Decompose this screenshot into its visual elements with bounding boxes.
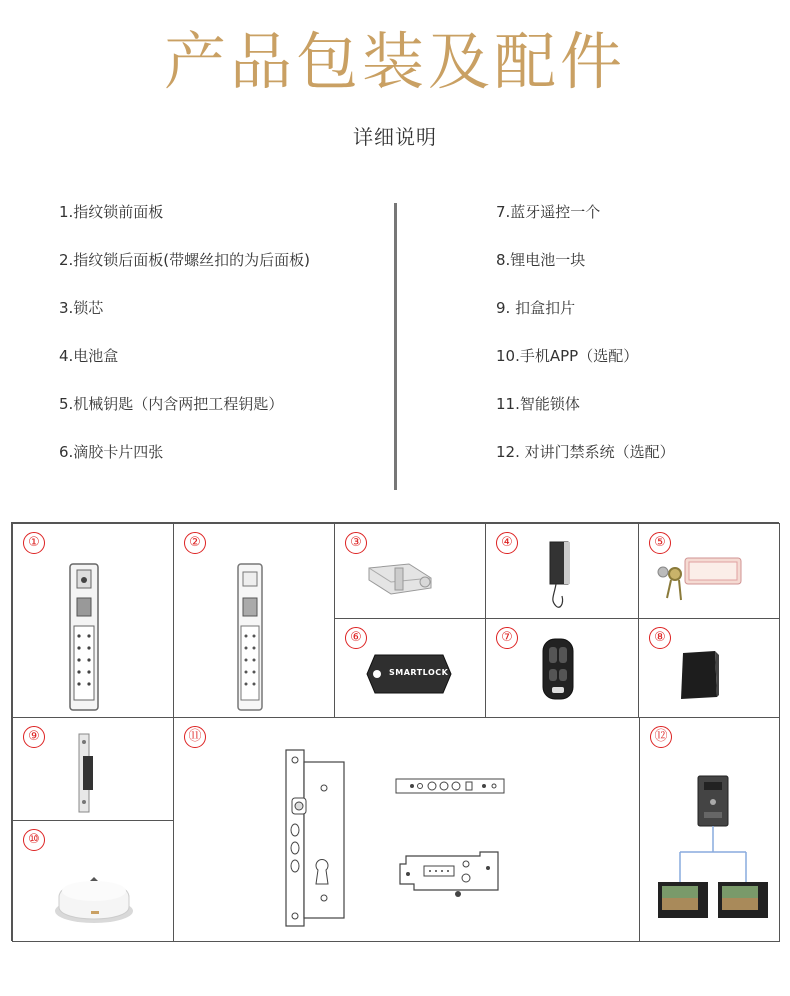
list-item: 10.手机APP（选配） xyxy=(496,347,639,365)
list-item: 6.滴胶卡片四张 xyxy=(59,443,164,461)
cell-card xyxy=(334,618,486,718)
cell-lock-cylinder xyxy=(334,523,486,619)
cell-back-panel xyxy=(173,523,335,718)
badge-7: ⑦ xyxy=(496,627,518,649)
cell-keys xyxy=(638,523,780,619)
list-item: 1.指纹锁前面板 xyxy=(59,203,164,221)
list-item: 5.机械钥匙（内含两把工程钥匙） xyxy=(59,395,284,413)
badge-3: ③ xyxy=(345,532,367,554)
cell-intercom xyxy=(639,717,780,942)
cell-strike-plate xyxy=(12,717,174,821)
list-item: 9. 扣盒扣片 xyxy=(496,299,576,317)
badge-6: ⑥ xyxy=(345,627,367,649)
list-item: 12. 对讲门禁系统（选配） xyxy=(496,443,675,461)
remote-icon xyxy=(540,637,576,701)
gateway-icon xyxy=(51,867,137,927)
cell-battery-box xyxy=(485,523,639,619)
badge-1: ① xyxy=(23,532,45,554)
badge-11: ⑪ xyxy=(184,726,206,748)
lock-mechanism-icon xyxy=(394,846,506,900)
badge-8: ⑧ xyxy=(649,627,671,649)
cell-lock-body xyxy=(173,717,640,942)
list-item: 4.电池盒 xyxy=(59,347,119,365)
cell-remote xyxy=(485,618,639,718)
list-item: 3.锁芯 xyxy=(59,299,104,317)
badge-2: ② xyxy=(184,532,206,554)
card-text: SMARTLOCK xyxy=(389,668,449,677)
keys-icon xyxy=(657,550,747,606)
front-panel-icon xyxy=(68,562,100,712)
accessory-list-left xyxy=(59,198,310,486)
badge-4: ④ xyxy=(496,532,518,554)
badge-10: ⑩ xyxy=(23,829,45,851)
intercom-icon xyxy=(652,772,774,922)
badge-12: ⑫ xyxy=(650,726,672,748)
cell-gateway xyxy=(12,820,174,942)
strike-plate-icon xyxy=(71,732,101,814)
list-item: 2.指纹锁后面板(带螺丝扣的为后面板) xyxy=(59,251,311,269)
lock-body-icon xyxy=(282,748,352,928)
lock-cylinder-icon xyxy=(365,558,435,598)
badge-9: ⑨ xyxy=(23,726,45,748)
cell-front-panel xyxy=(12,523,174,718)
cell-lithium-battery xyxy=(638,618,780,718)
lock-faceplate-icon xyxy=(392,774,508,800)
list-item: 7.蓝牙遥控一个 xyxy=(496,203,601,221)
back-panel-icon xyxy=(236,562,264,712)
accessory-list-right xyxy=(496,198,675,486)
battery-box-icon xyxy=(544,540,574,612)
list-divider xyxy=(394,203,397,490)
page-title: 产品包装及配件 xyxy=(163,25,626,98)
badge-5: ⑤ xyxy=(649,532,671,554)
list-item: 8.锂电池一块 xyxy=(496,251,586,269)
list-item: 11.智能锁体 xyxy=(496,395,580,413)
page-subtitle: 详细说明 xyxy=(353,125,437,149)
accessory-grid xyxy=(11,522,779,941)
lithium-battery-icon xyxy=(677,647,721,703)
